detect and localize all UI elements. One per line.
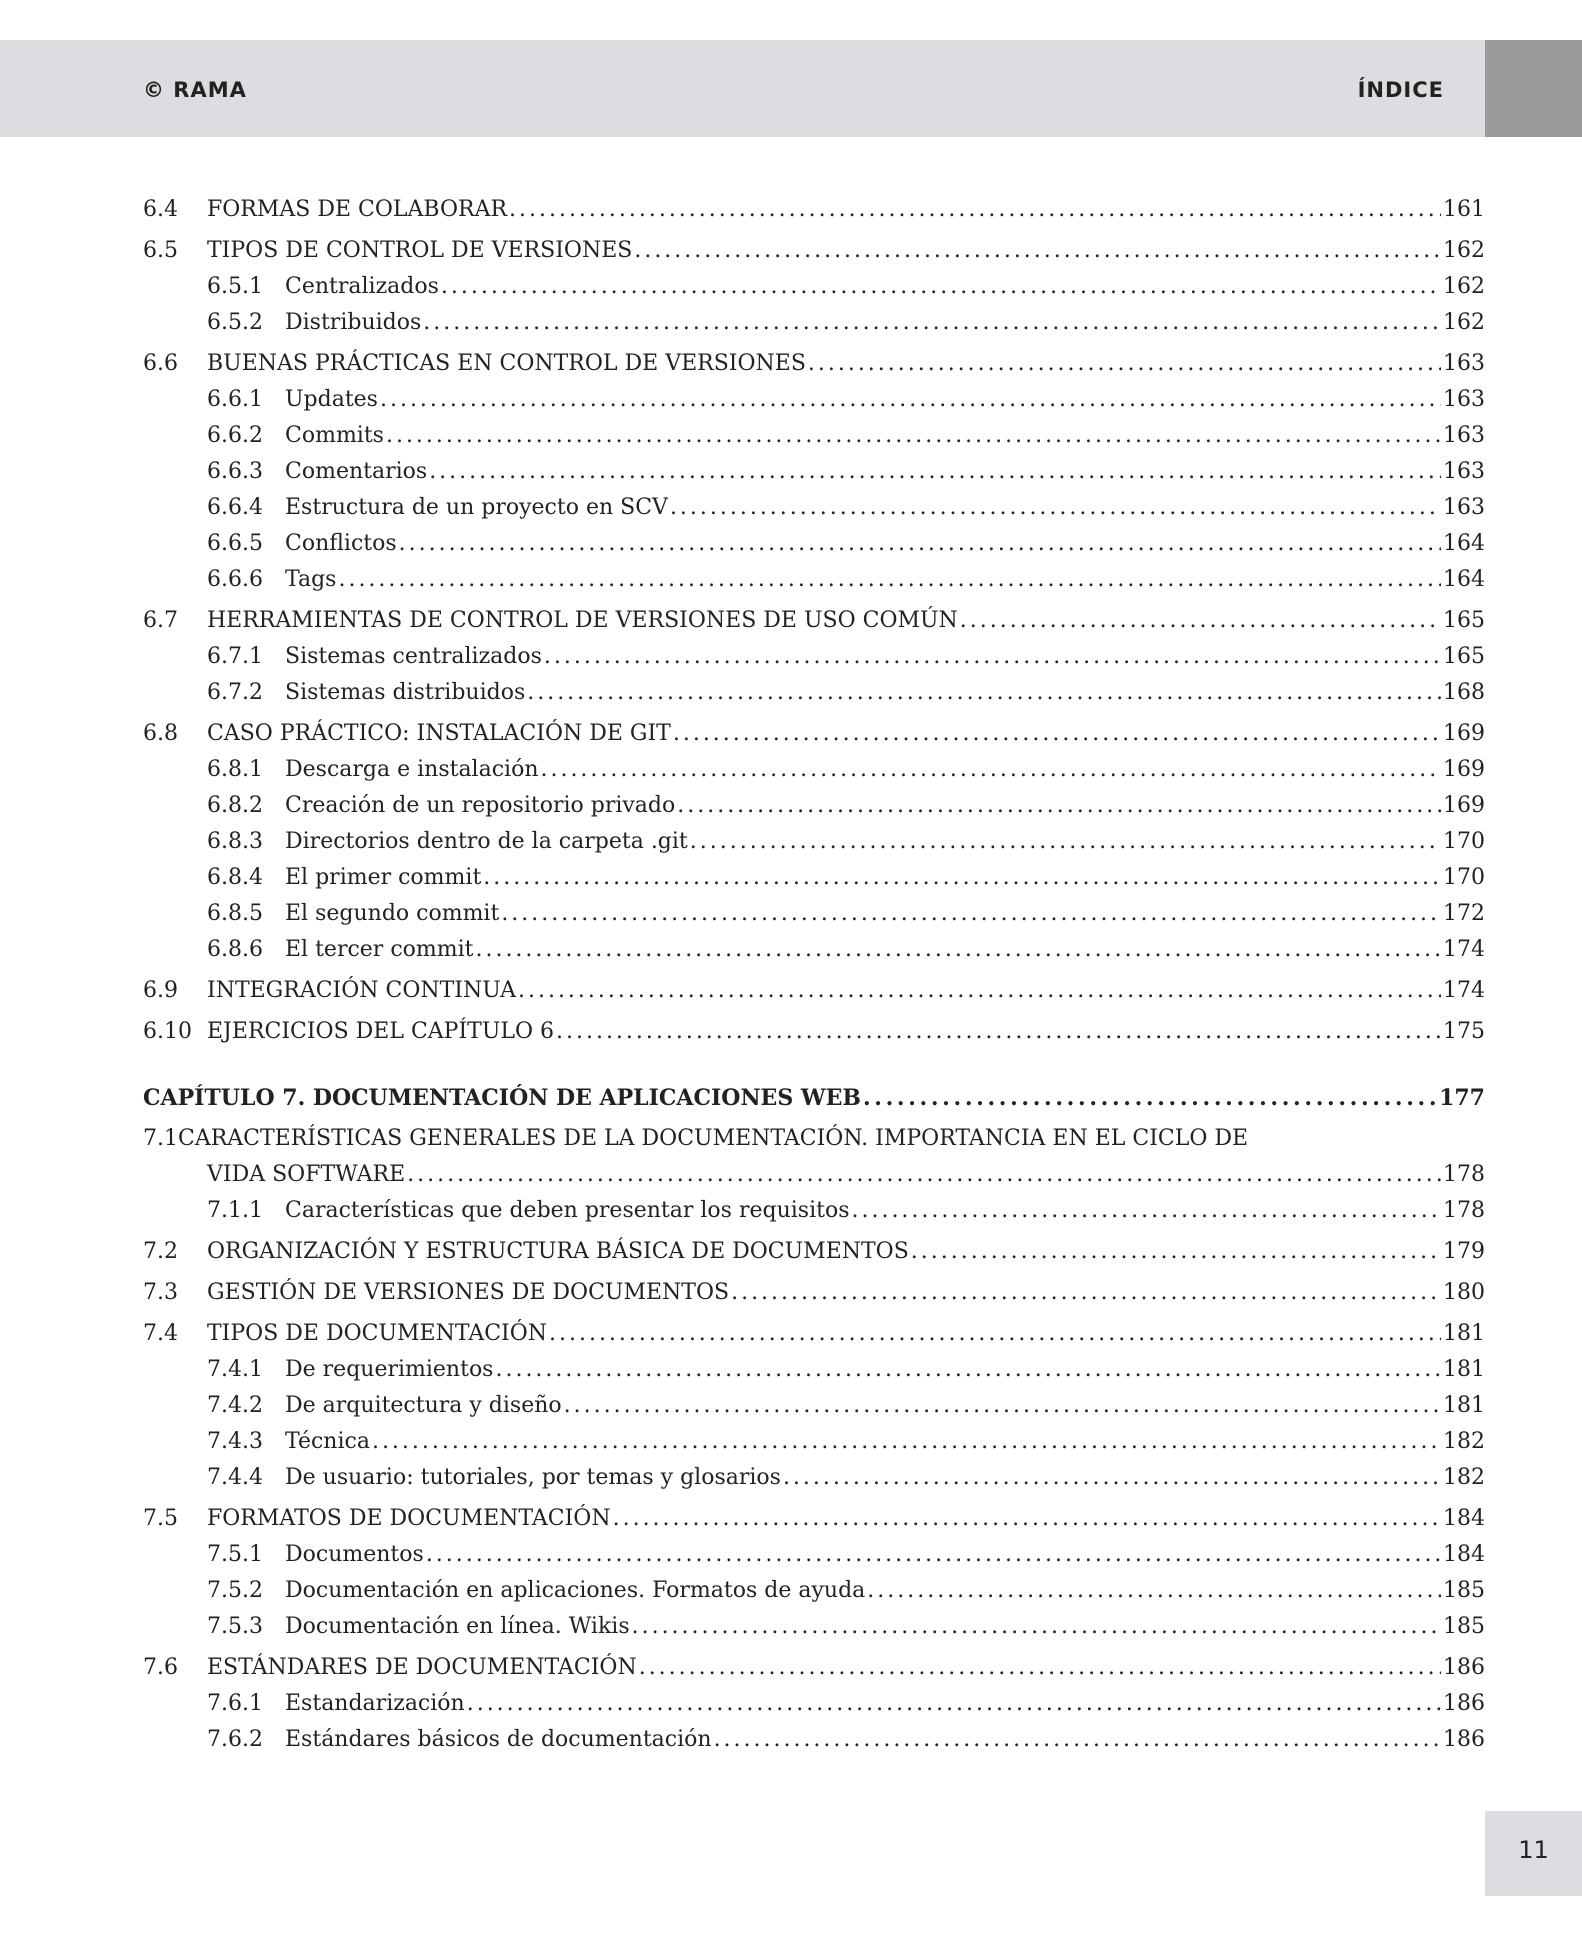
toc-entry-page: 169 [1443,721,1485,746]
toc-entry [143,1157,1485,1193]
toc-entry-page: 177 [1439,1085,1485,1111]
toc-entry-number: 7.4 [143,1321,178,1346]
toc-entry-page: 163 [1443,351,1485,376]
toc-entry-page: 182 [1443,1429,1485,1454]
table-of-contents [143,192,1485,1758]
toc-entry [143,1234,1485,1270]
toc-entry [143,716,1485,752]
toc-entry [143,1501,1485,1537]
toc-entry-title: ESTÁNDARES DE DOCUMENTACIÓN [207,1655,637,1680]
toc-entry-title: INTEGRACIÓN CONTINUA [207,978,516,1003]
toc-entry-page: 179 [1443,1239,1485,1264]
toc-entry-number: 6.8.1 [207,757,263,782]
toc-entry [143,824,1485,860]
toc-entry-page: 169 [1443,757,1485,782]
dot-leader [731,1275,1441,1311]
dot-leader [556,1014,1441,1050]
toc-entry-title: De usuario: tutoriales, por temas y glosarios [285,1465,781,1490]
toc-entry-number: 6.6 [143,351,178,376]
toc-entry [143,1609,1485,1645]
toc-entry-title: EJERCICIOS DEL CAPÍTULO 6 [207,1019,555,1044]
toc-entry-title: CARACTERÍSTICAS GENERALES DE LA DOCUMENTACIÓN. IMPORTANCIA EN EL CICLO DE [178,1126,1249,1151]
toc-entry-number: 6.5.2 [207,310,263,335]
toc-entry-title: CAPÍTULO 7. DOCUMENTACIÓN DE APLICACIONES WEB [143,1085,861,1111]
toc-entry-title: TIPOS DE CONTROL DE VERSIONES [207,238,633,263]
toc-entry-title: FORMAS DE COLABORAR [207,197,508,222]
toc-entry-title: Estandarización [285,1691,465,1716]
toc-entry-title: El segundo commit [285,901,500,926]
toc-entry-number: 6.8.2 [207,793,263,818]
dot-leader [527,675,1441,711]
toc-entry [143,418,1485,454]
dot-leader [863,1080,1437,1116]
toc-entry [143,639,1485,675]
toc-entry-title: Conflictos [285,531,397,556]
toc-entry [143,1537,1485,1573]
toc-entry-title: Updates [285,387,378,412]
dot-leader [632,1609,1441,1645]
toc-entry-page: 164 [1443,567,1485,592]
toc-entry [143,1352,1485,1388]
toc-entry [143,1686,1485,1722]
toc-entry-number: 6.7.1 [207,644,263,669]
toc-entry-number: 7.6.2 [207,1727,263,1752]
toc-entry-page: 181 [1443,1357,1485,1382]
toc-entry-page: 163 [1443,495,1485,520]
toc-entry [143,1014,1485,1050]
dot-leader [501,896,1441,932]
toc-entry [143,932,1485,968]
toc-entry [143,1121,1485,1157]
toc-entry-page: 162 [1443,238,1485,263]
toc-entry-page: 162 [1443,274,1485,299]
dot-leader [808,346,1441,382]
toc-entry [143,788,1485,824]
toc-entry-page: 165 [1443,608,1485,633]
toc-entry-number: 7.4.1 [207,1357,263,1382]
toc-entry-number: 7.4.4 [207,1465,263,1490]
toc-entry-title: Creación de un repositorio privado [285,793,676,818]
dot-leader [380,382,1441,418]
toc-entry [143,1424,1485,1460]
toc-entry-page: 161 [1443,197,1485,222]
dot-leader [670,490,1441,526]
toc-entry-title: Sistemas centralizados [285,644,542,669]
toc-entry-number: 6.6.3 [207,459,263,484]
toc-entry-page: 184 [1443,1506,1485,1531]
toc-entry-title: VIDA SOFTWARE [207,1162,406,1187]
toc-entry [143,305,1485,341]
toc-entry-title: Sistemas distribuidos [285,680,526,705]
toc-entry [143,860,1485,896]
toc-entry-page: 162 [1443,310,1485,335]
dot-leader [475,932,1441,968]
toc-entry [143,896,1485,932]
dot-leader [911,1234,1441,1270]
toc-entry-number: 6.6.2 [207,423,263,448]
toc-entry-number: 6.8 [143,721,178,746]
toc-entry-page: 174 [1443,937,1485,962]
toc-entry-page: 182 [1443,1465,1485,1490]
header-section-title: ÍNDICE [1357,78,1444,102]
dot-leader [399,526,1441,562]
toc-entry-page: 185 [1443,1614,1485,1639]
dot-leader [372,1424,1441,1460]
toc-entry-page: 175 [1443,1019,1485,1044]
toc-entry [143,382,1485,418]
dot-leader [960,603,1441,639]
dot-leader [429,454,1441,490]
toc-entry-page: 181 [1443,1393,1485,1418]
toc-entry [143,1388,1485,1424]
toc-entry-page: 178 [1443,1162,1485,1187]
toc-entry-number: 6.5 [143,238,178,263]
toc-entry-number: 7.5.1 [207,1542,263,1567]
toc-entry-title: CASO PRÁCTICO: INSTALACIÓN DE GIT [207,721,671,746]
toc-entry-number: 6.8.6 [207,937,263,962]
dot-leader [783,1460,1441,1496]
toc-entry-number: 7.6 [143,1655,178,1680]
toc-entry-title: Centralizados [285,274,439,299]
toc-entry [143,1722,1485,1758]
toc-entry-page: 185 [1443,1578,1485,1603]
toc-entry [143,490,1485,526]
toc-entry-title: Documentación en aplicaciones. Formatos de ayuda [285,1578,866,1603]
toc-entry-page: 186 [1443,1727,1485,1752]
toc-entry-number: 6.7 [143,608,178,633]
toc-entry-title: De requerimientos [285,1357,494,1382]
toc-entry [143,233,1485,269]
toc-entry-title: Comentarios [285,459,428,484]
toc-entry [143,752,1485,788]
toc-entry-title: Documentación en línea. Wikis [285,1614,630,1639]
toc-chapter-entry [143,1080,1485,1116]
toc-entry-number: 7.5 [143,1506,178,1531]
dot-leader [639,1650,1441,1686]
toc-entry-title: HERRAMIENTAS DE CONTROL DE VERSIONES DE USO COMÚN [207,608,958,633]
toc-entry-title: Distribuidos [285,310,422,335]
toc-entry-title: Técnica [285,1429,370,1454]
toc-entry-page: 178 [1443,1198,1485,1223]
toc-entry-number: 7.1 [143,1126,178,1151]
toc-entry-number: 7.4.2 [207,1393,263,1418]
toc-entry-page: 163 [1443,387,1485,412]
toc-entry-number: 6.5.1 [207,274,263,299]
toc-entry-page: 181 [1443,1321,1485,1346]
dot-leader [867,1573,1441,1609]
toc-entry-page: 169 [1443,793,1485,818]
dot-leader [677,788,1441,824]
toc-entry-title: BUENAS PRÁCTICAS EN CONTROL DE VERSIONES [207,351,806,376]
toc-entry-number: 7.3 [143,1280,178,1305]
toc-entry-number: 7.5.2 [207,1578,263,1603]
dot-leader [423,305,1441,341]
toc-entry-page: 172 [1443,901,1485,926]
toc-entry-title: Directorios dentro de la carpeta .git [285,829,688,854]
header-tab [1485,40,1582,137]
toc-entry-page: 186 [1443,1691,1485,1716]
toc-entry-page: 186 [1443,1655,1485,1680]
toc-entry [143,1650,1485,1686]
toc-entry-number: 6.9 [143,978,178,1003]
toc-entry-page: 163 [1443,459,1485,484]
toc-entry [143,675,1485,711]
toc-entry-number: 7.2 [143,1239,178,1264]
toc-entry [143,1316,1485,1352]
toc-entry [143,526,1485,562]
header-publisher: © RAMA [143,78,247,102]
dot-leader [338,562,1441,598]
toc-entry-title: El primer commit [285,865,482,890]
toc-entry-number: 6.8.4 [207,865,263,890]
toc-entry-number: 6.6.6 [207,567,263,592]
dot-leader [564,1388,1441,1424]
toc-entry-number: 6.10 [143,1019,192,1044]
dot-leader [544,639,1441,675]
toc-entry-title: Estructura de un proyecto en SCV [285,495,668,520]
toc-entry [143,1460,1485,1496]
toc-entry-number: 6.8.3 [207,829,263,854]
toc-entry-number: 7.1.1 [207,1198,263,1223]
dot-leader [518,973,1441,1009]
dot-leader [441,269,1441,305]
toc-entry-number: 6.6.5 [207,531,263,556]
toc-entry-title: Características que deben presentar los requisitos [285,1198,850,1223]
toc-entry-page: 184 [1443,1542,1485,1567]
toc-entry-number: 7.4.3 [207,1429,263,1454]
toc-entry-page: 170 [1443,865,1485,890]
toc-entry-page: 163 [1443,423,1485,448]
toc-entry-number: 6.4 [143,197,178,222]
toc-entry [143,1275,1485,1311]
dot-leader [613,1501,1441,1537]
toc-entry [143,346,1485,382]
dot-leader [426,1537,1441,1573]
dot-leader [386,418,1441,454]
toc-entry-page: 165 [1443,644,1485,669]
toc-entry-title: El tercer commit [285,937,474,962]
dot-leader [467,1686,1441,1722]
toc-entry-number: 7.5.3 [207,1614,263,1639]
dot-leader [714,1722,1441,1758]
dot-leader [509,192,1441,228]
dot-leader [407,1157,1441,1193]
dot-leader [495,1352,1441,1388]
toc-entry-page: 174 [1443,978,1485,1003]
page-number: 11 [1518,1836,1549,1864]
toc-entry-title: De arquitectura y diseño [285,1393,562,1418]
dot-leader [549,1316,1441,1352]
dot-leader [673,716,1441,752]
toc-entry [143,562,1485,598]
toc-entry-title: FORMATOS DE DOCUMENTACIÓN [207,1506,611,1531]
toc-entry-title: Descarga e instalación [285,757,539,782]
toc-entry-page: 180 [1443,1280,1485,1305]
toc-entry-title: Commits [285,423,384,448]
toc-entry-title: Estándares básicos de documentación [285,1727,712,1752]
toc-entry [143,1193,1485,1229]
toc-entry [143,973,1485,1009]
toc-entry-number: 6.8.5 [207,901,263,926]
dot-leader [690,824,1441,860]
dot-leader [634,233,1441,269]
toc-entry-page: 164 [1443,531,1485,556]
toc-entry-title: GESTIÓN DE VERSIONES DE DOCUMENTOS [207,1280,730,1305]
toc-entry-title: TIPOS DE DOCUMENTACIÓN [207,1321,548,1346]
toc-entry-number: 6.7.2 [207,680,263,705]
toc-entry-title: ORGANIZACIÓN Y ESTRUCTURA BÁSICA DE DOCUMENTOS [207,1239,909,1264]
toc-entry-number: 6.6.1 [207,387,263,412]
toc-entry-number: 6.6.4 [207,495,263,520]
toc-entry [143,269,1485,305]
toc-entry-page: 170 [1443,829,1485,854]
toc-entry-title: Tags [285,567,337,592]
dot-leader [852,1193,1442,1229]
toc-entry [143,192,1485,228]
dot-leader [540,752,1441,788]
dot-leader [483,860,1441,896]
toc-entry [143,603,1485,639]
toc-entry [143,454,1485,490]
toc-entry-title: Documentos [285,1542,424,1567]
toc-entry-page: 168 [1443,680,1485,705]
toc-entry-number: 7.6.1 [207,1691,263,1716]
toc-entry [143,1573,1485,1609]
